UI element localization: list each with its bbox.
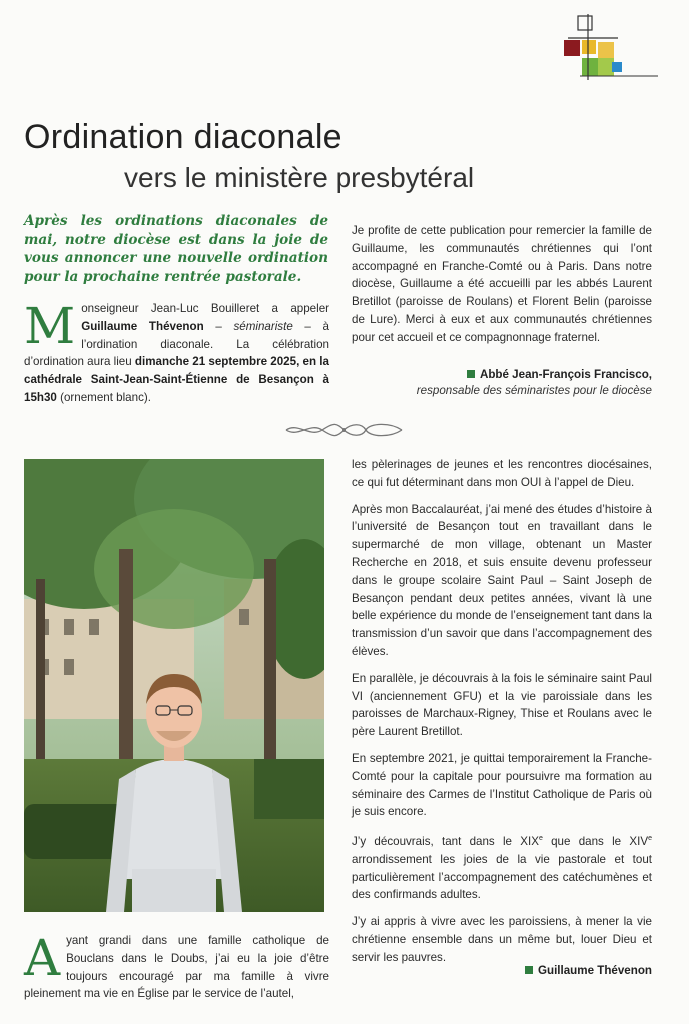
superscript: e <box>648 835 652 843</box>
testimony-paragraph: Après mon Baccalauréat, j’ai mené des études d’histoire à l’université de Besançon tout en travaillant dans le supermarché de mon village, obtenant un Master Recherche en 2018, et suis ensuite devenu professeur dans le groupe scolaire Saint Paul – Saint Joseph de Besançon pendant deux petites années, vivant là une belle expérience du monde de l’enseignement tant dans la transmission d’un savoir que dans l’accompagnement des élèves. <box>352 502 652 658</box>
announcement-text: – <box>203 319 234 333</box>
page-title: Ordination diaconale <box>24 118 342 156</box>
ordinand-name: Guillaume Thévenon <box>81 319 204 333</box>
testimony-text: que dans le XIV <box>542 835 649 848</box>
testimony-paragraph <box>352 830 652 904</box>
ordinand-role: séminariste <box>233 319 293 333</box>
signature-name: Abbé Jean-François Francisco, <box>479 368 652 381</box>
testimony-intro <box>24 929 329 1003</box>
author-signature <box>352 964 652 977</box>
testimony-text: J’y découvrais, tant dans le XIX <box>352 835 539 848</box>
diocese-cross-logo-icon <box>560 14 660 84</box>
ordination-date-place: dimanche 21 septembre 2025, en la cathédrale Saint-Jean-Saint-Étienne de Besançon à 15h30 <box>24 355 329 404</box>
announcement-text: (ornement blanc). <box>56 390 151 404</box>
drop-cap: A <box>24 929 61 987</box>
testimony-paragraph: les pèlerinages de jeunes et les rencontres diocésaines, ce qui fut déterminant dans mon OUI à l’appel de Dieu. <box>352 458 652 489</box>
testimony-paragraph: En septembre 2021, je quittai temporairement la Franche-Comté pour la capitale pour poursuivre ma formation au séminaire des Carmes de l’Institut Catholique de Paris où je suis encore. <box>352 751 652 819</box>
testimony-paragraph: En parallèle, je découvrais à la fois le séminaire saint Paul VI (anciennement GFU) et la vie paroissiale dans les paroisses de Marchaux-Rigney, Thise et Roulans avec le père Laurent Bretillot. <box>352 671 652 739</box>
signature-square-icon <box>467 370 475 378</box>
announcement-paragraph <box>24 297 330 407</box>
signature-role: responsable des séminaristes pour le diocèse <box>416 384 652 397</box>
testimony-intro-text: yant grandi dans une famille catholique de Bouclans dans le Doubs, j’ai eu la joie d’être toujours encouragé par ma famille à vivre pleinement ma vie en Église par le service de l’autel, <box>24 934 329 1001</box>
portrait-photo <box>24 459 324 912</box>
announcement-text: – à l’ordination diaconale. La célébration d’ordination aura lieu <box>24 319 330 369</box>
signature-block <box>352 367 652 399</box>
thanks-paragraph: Je profite de cette publication pour remercier la famille de Guillaume, les communautés chrétiennes qui l’ont accompagné en Franche-Comté ou à Paris. Dans notre diocèse, Guillaume a été accueilli par les abbés Laurent Bretillot (paroisse de Roulans) et Florent Belin (paroisse de Lure). Merci à eux et aux communautés chrétiennes pour cet accueil et ce compagnonnage fraternel. <box>352 224 652 344</box>
ornament-divider-icon <box>284 421 404 439</box>
testimony-paragraph: J’y ai appris à vivre avec les paroissiens, à mener la vie chrétienne ensemble dans un même but, louer Dieu et servir les pauvres. <box>352 915 652 964</box>
announcement-text: onseigneur Jean-Luc Bouilleret a appeler <box>81 302 329 315</box>
superscript: e <box>538 835 543 843</box>
lead-paragraph: Après les ordinations diaconales de mai, notre diocèse est dans la joie de vous annoncer une nouvelle ordination pour la prochaine rentrée pastorale. <box>24 213 328 285</box>
author-name: Guillaume Thévenon <box>537 964 652 977</box>
testimony-column <box>352 456 652 976</box>
drop-cap: M <box>24 297 76 355</box>
testimony-text: arrondissement les joies de la vie pastorale et tout particulièrement l’accompagnement des catéchumènes et des confirmands adultes. <box>352 852 652 902</box>
signature-square-icon <box>525 966 533 974</box>
page-subtitle: vers le ministère presbytéral <box>124 162 475 193</box>
